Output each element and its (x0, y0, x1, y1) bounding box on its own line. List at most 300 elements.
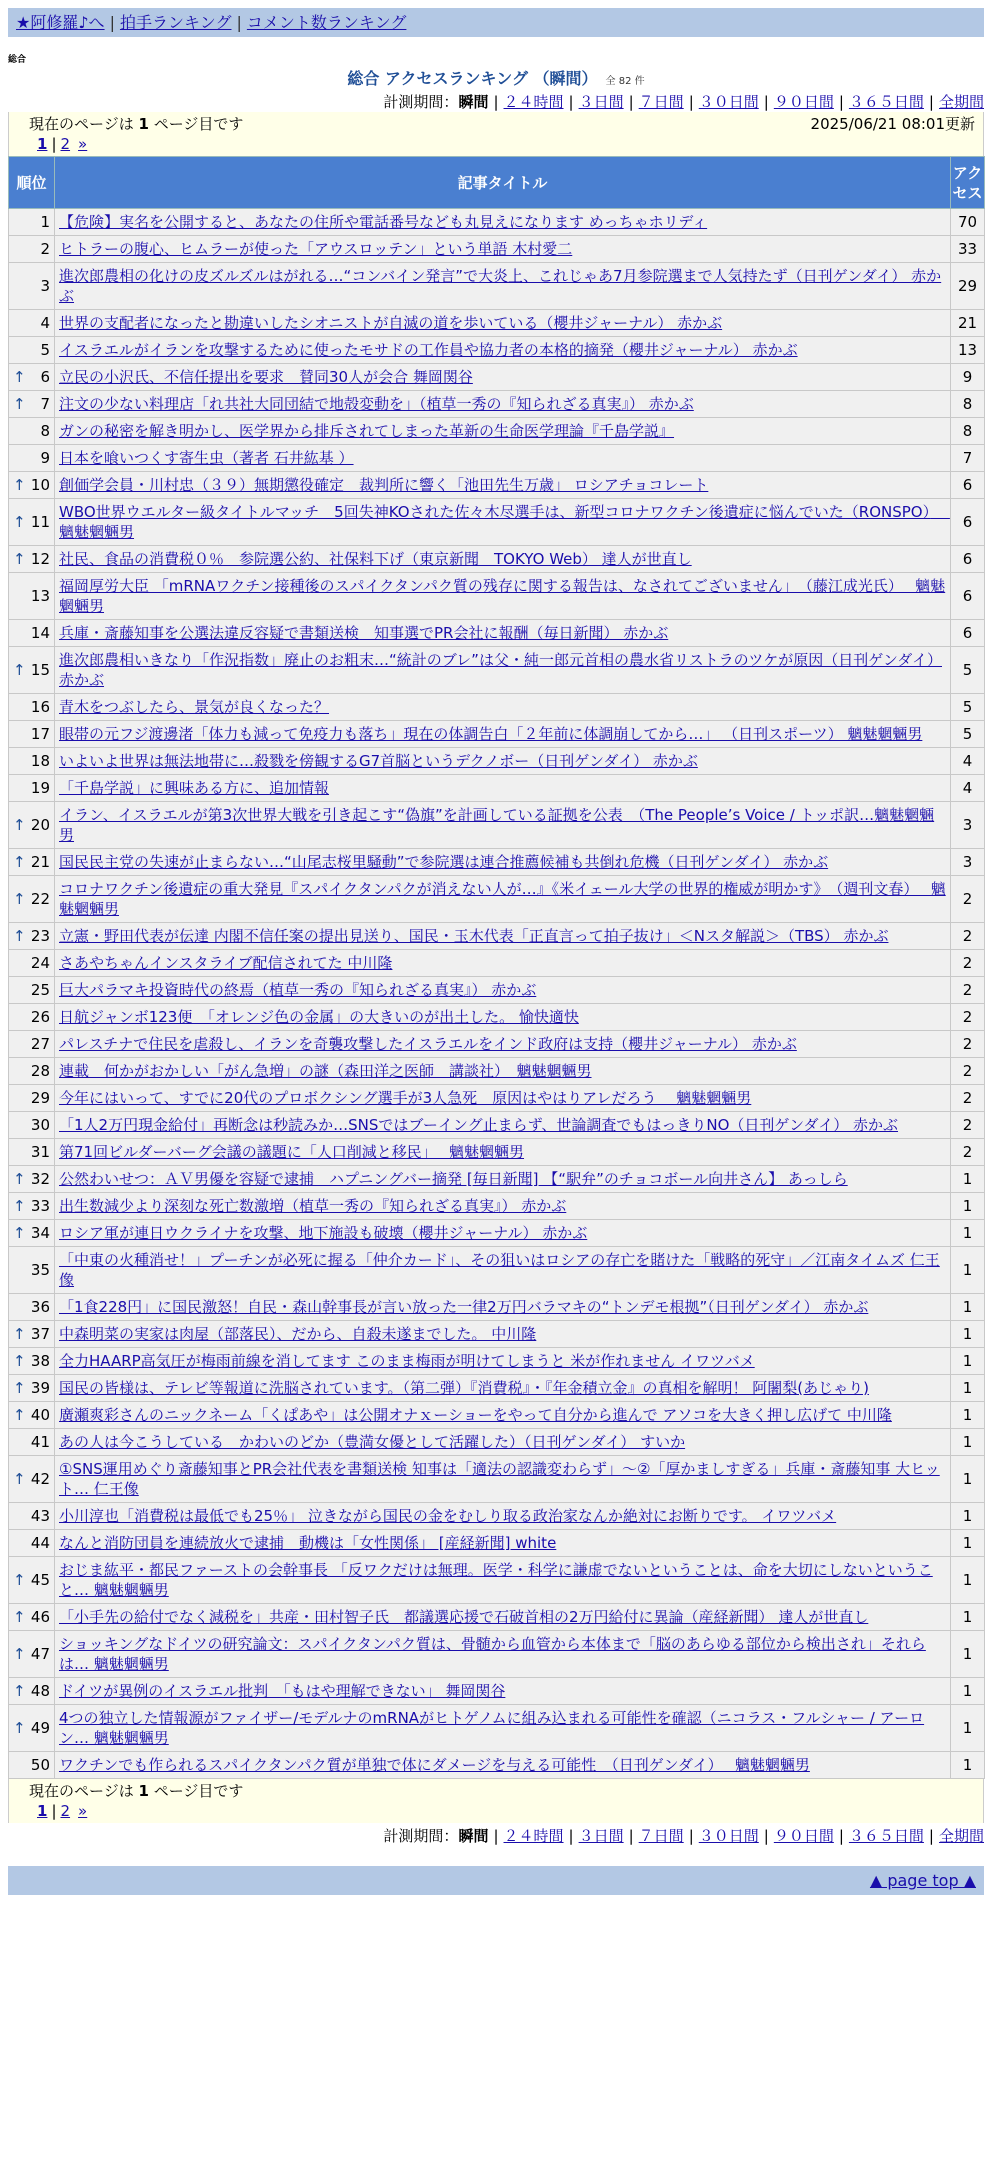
article-title-link[interactable]: 4つの独立した情報源がファイザー/モデルナのmRNAがヒトゲノムに組み込まれる可能性を確認（ニコラス・フルシャー / アーロン… 魑魅魍魎男 (59, 1709, 925, 1747)
rank-cell (9, 391, 55, 418)
rank-number: 6 (40, 368, 50, 386)
title-cell (55, 1139, 951, 1166)
article-title-link[interactable]: 青木をつぶしたら、景気が良くなった？ (59, 698, 330, 716)
rank-up-arrow-icon: ↑ (13, 853, 26, 871)
rank-cell (9, 620, 55, 647)
title-cell (55, 977, 951, 1004)
article-title-link[interactable]: パレスチナで住民を虐殺し、イランを奇襲攻撃したイスラエルをインド政府は支持（櫻井ジャーナル） 赤かぶ (59, 1035, 797, 1053)
table-row (9, 1631, 985, 1678)
pagination-bottom: 1 | 2 » (37, 1802, 88, 1820)
rank-cell (9, 950, 55, 977)
rank-cell (9, 849, 55, 876)
rank-up-arrow-icon: ↑ (13, 1719, 26, 1737)
article-title-link[interactable]: ロシア軍が連日ウクライナを攻撃、地下施設も破壊（櫻井ジャーナル） 赤かぶ (59, 1224, 588, 1242)
article-title-link[interactable]: 眼帯の元フジ渡邊渚「体力も減って免疫力も落ち」現在の体調告白「２年前に体調崩してから…」 （日刊スポーツ） 魑魅魍魎男 (59, 725, 923, 743)
title-cell (55, 1085, 951, 1112)
rank-cell (9, 546, 55, 573)
table-row (9, 1348, 985, 1375)
table-row (9, 1112, 985, 1139)
page-title (0, 69, 992, 92)
article-title-link[interactable]: いよいよ世界は無法地帯に…殺戮を傍観するG7首脳というデクノボー（日刊ゲンダイ） 赤かぶ (59, 752, 698, 770)
title-cell (55, 876, 951, 923)
article-title-link[interactable]: 兵庫・斎藤知事を公選法違反容疑で書類送検 知事選でPR会社に報酬（毎日新聞） 赤かぶ (59, 624, 669, 642)
rank-cell (9, 418, 55, 445)
title-cell (55, 1375, 951, 1402)
rank-cell (9, 1112, 55, 1139)
title-cell (55, 1321, 951, 1348)
rank-up-arrow-icon: ↑ (13, 1682, 26, 1700)
title-cell (55, 1456, 951, 1503)
rank-number: 16 (30, 698, 50, 716)
access-count: 9 (951, 364, 985, 391)
rank-cell (9, 1604, 55, 1631)
access-count: 6 (951, 620, 985, 647)
title-cell (55, 573, 951, 620)
article-title-link[interactable]: ショッキングなドイツの研究論文：スパイクタンパク質は、骨髄から血管から本体まで「脳のあらゆる部位から検出され」それらは… 魑魅魍魎男 (59, 1635, 926, 1673)
rank-cell (9, 209, 55, 236)
period-link[interactable]: 全期間 (938, 1827, 984, 1845)
rank-number: 21 (30, 853, 50, 871)
top-nav-bar (8, 8, 984, 37)
table-row (9, 620, 985, 647)
total-count: 全 82 件 (605, 76, 645, 87)
rank-number: 20 (30, 816, 50, 834)
period-separator: | (568, 93, 574, 111)
period-link[interactable]: 全期間 (938, 93, 984, 111)
access-count: 1 (951, 1503, 985, 1530)
rank-number: 39 (30, 1379, 50, 1397)
article-title-link[interactable]: 全力HAARP高気圧が梅雨前線を消してます このまま梅雨が明けてしまうと 米が作れません イワツバメ (59, 1352, 755, 1370)
article-title-link[interactable]: 注文の少ない料理店「れ共社大同団結で地殻変動を」（植草一秀の『知られざる真実』） 赤かぶ (59, 395, 694, 413)
period-separator: | (568, 1827, 574, 1845)
rank-number: 12 (30, 550, 50, 568)
title-cell (55, 1752, 951, 1779)
table-row (9, 1429, 985, 1456)
rank-number: 25 (30, 981, 50, 999)
period-link[interactable]: ３６５日間 (848, 93, 924, 111)
rank-cell (9, 1530, 55, 1557)
article-title-link[interactable]: 進次郎農相の化けの皮ズルズルはがれる…“コンバイン発言”で大炎上、これじゃあ7月参院選まで人気持たず（日刊ゲンダイ） 赤かぶ (59, 267, 942, 305)
rank-up-arrow-icon: ↑ (13, 1571, 26, 1589)
header-access: アクセス (951, 157, 985, 209)
title-cell (55, 849, 951, 876)
table-row (9, 1058, 985, 1085)
rank-number: 31 (30, 1143, 50, 1161)
article-title-link[interactable]: 公然わいせつ：ＡＶ男優を容疑で逮捕 ハプニングバー摘発 [毎日新聞] 【“駅弁”のチョコボール向井さん】 あっしら (59, 1170, 848, 1188)
title-cell (55, 721, 951, 748)
article-title-link[interactable]: 「千島学説」に興味ある方に、追加情報 (59, 779, 330, 797)
article-title-link[interactable]: 連載 何かがおかしい「がん急増」の謎（森田洋之医師 講談社） 魑魅魍魎男 (59, 1062, 592, 1080)
table-row (9, 418, 985, 445)
access-count: 1 (951, 1557, 985, 1604)
access-count: 1 (951, 1631, 985, 1678)
title-cell (55, 418, 951, 445)
article-title-link[interactable]: ワクチンでも作られるスパイクタンパク質が単独で体にダメージを与える可能性 （日刊ゲンダイ） 魑魅魍魎男 (59, 1756, 810, 1774)
rank-cell (9, 1085, 55, 1112)
table-row (9, 1166, 985, 1193)
table-row (9, 802, 985, 849)
rank-number: 38 (30, 1352, 50, 1370)
article-title-link[interactable]: さあやちゃんインスタライブ配信されてた 中川隆 (59, 954, 393, 972)
article-title-link[interactable]: ①SNS運用めぐり斎藤知事とPR会社代表を書類送検 知事は「適法の認識変わらず」～②「厚かましすぎる」兵庫・斎藤知事 大ヒット… 仁王像 (59, 1460, 940, 1498)
rank-number: 17 (30, 725, 50, 743)
article-title-link[interactable]: 廣瀬爽彩さんのニックネーム「くぱあや」は公開オナｘーショーをやって自分から進んで アソコを大きく押し広げて 中川隆 (59, 1406, 892, 1424)
access-count: 8 (951, 391, 985, 418)
article-title-link[interactable]: 出生数減少より深刻な死亡数激増（植草一秀の『知られざる真実』） 赤かぶ (59, 1197, 567, 1215)
title-cell (55, 1031, 951, 1058)
title-cell (55, 1678, 951, 1705)
next-page-link[interactable]: » (78, 1802, 88, 1820)
period-link[interactable]: ９０日間 (773, 1827, 834, 1845)
rank-number: 22 (30, 890, 50, 908)
title-cell (55, 748, 951, 775)
rank-cell (9, 1058, 55, 1085)
table-row (9, 647, 985, 694)
title-cell (55, 236, 951, 263)
access-count: 2 (951, 1058, 985, 1085)
article-title-link[interactable]: ドイツが異例のイスラエル批判 「もはや理解できない」 舞岡関谷 (59, 1682, 506, 1700)
period-current: 瞬間 (458, 1827, 489, 1845)
table-row (9, 1085, 985, 1112)
period-link[interactable]: ３０日間 (698, 93, 759, 111)
rank-number: 40 (30, 1406, 50, 1424)
title-cell (55, 950, 951, 977)
article-title-link[interactable]: ヒトラーの腹心、ヒムラーが使った「アウスロッテン」という単語 木村愛二 (59, 240, 573, 258)
title-cell (55, 472, 951, 499)
rank-up-arrow-icon: ↑ (13, 1470, 26, 1488)
rank-cell (9, 1503, 55, 1530)
table-row (9, 499, 985, 546)
rank-number: 45 (30, 1571, 50, 1589)
rank-number: 43 (30, 1507, 50, 1525)
rank-number: 36 (30, 1298, 50, 1316)
title-cell (55, 1503, 951, 1530)
table-row (9, 573, 985, 620)
rank-cell (9, 1375, 55, 1402)
access-count: 70 (951, 209, 985, 236)
title-cell (55, 209, 951, 236)
rank-number: 41 (30, 1433, 50, 1451)
title-cell (55, 337, 951, 364)
article-title-link[interactable]: 巨大パラマキ投資時代の終焉（植草一秀の『知られざる真実』） 赤かぶ (59, 981, 537, 999)
table-row (9, 1752, 985, 1779)
article-title-link[interactable]: WBO世界ウエルター級タイトルマッチ 5回失神KOされた佐々木尽選手は、新型コロナワクチン後遺症に悩んでいた（RONSPO） 魑魅魍魎男 (59, 503, 950, 541)
rank-number: 29 (30, 1089, 50, 1107)
access-count: 2 (951, 1139, 985, 1166)
article-title-link[interactable]: 「中東の火種消せ！」プーチンが必死に握る「仲介カード」、その狙いはロシアの存亡を賭けた「戦略的死守」／江南タイムズ 仁王像 (59, 1251, 940, 1289)
rank-number: 26 (30, 1008, 50, 1026)
title-cell (55, 263, 951, 310)
article-title-link[interactable]: 世界の支配者になったと勘違いしたシオニストが自滅の道を歩いている（櫻井ジャーナル） 赤かぶ (59, 314, 723, 332)
rank-cell (9, 923, 55, 950)
rank-number: 48 (30, 1682, 50, 1700)
rank-up-arrow-icon: ↑ (13, 1645, 26, 1663)
period-link[interactable]: ２４時間 (503, 1827, 564, 1845)
article-title-link[interactable]: 小川淳也「消費税は最低でも25％」 泣きながら国民の金をむしり取る政治家なんか絶対にお断りです。 イワツバメ (59, 1507, 837, 1525)
article-title-link[interactable]: 第71回ビルダーバーグ会議の議題に「人口削減と移民」 魑魅魍魎男 (59, 1143, 525, 1161)
period-separator: | (688, 1827, 694, 1845)
rank-number: 8 (40, 422, 50, 440)
rank-cell (9, 977, 55, 1004)
rank-cell (9, 1348, 55, 1375)
title-cell (55, 1247, 951, 1294)
access-count: 4 (951, 748, 985, 775)
period-link[interactable]: ３６５日間 (848, 1827, 924, 1845)
article-title-link[interactable]: 福岡厚労大臣 「mRNAワクチン接種後のスパイクタンパク質の残存に関する報告は、なされてございません」 （藤江成光氏） 魑魅魍魎男 (59, 577, 946, 615)
rank-number: 28 (30, 1062, 50, 1080)
article-title-link[interactable]: 日航ジャンボ123便 「オレンジ色の金属」の大きいのが出土した。 愉快適快 (59, 1008, 579, 1026)
table-row (9, 1139, 985, 1166)
table-row (9, 310, 985, 337)
article-title-link[interactable]: 国民の皆様は、テレビ等報道に洗脳されています。（第二弾）『消費税』・『年金積立金』の真相を解明！ 阿闍梨(あじゃり) (59, 1379, 869, 1397)
access-count: 1 (951, 1375, 985, 1402)
access-count: 6 (951, 546, 985, 573)
current-page-text: 現在のページは 1 ページ目です (29, 1782, 244, 1800)
rank-up-arrow-icon: ↑ (13, 1352, 26, 1370)
rank-number: 14 (30, 624, 50, 642)
rank-cell (9, 364, 55, 391)
title-cell (55, 546, 951, 573)
access-count: 3 (951, 849, 985, 876)
access-count: 6 (951, 573, 985, 620)
page-link-current[interactable]: 1 (37, 1802, 48, 1820)
article-title-link[interactable]: 今年にはいって、すでに20代のプロボクシング選手が3人急死 原因はやはりアレだろう 魑魅魍魎男 (59, 1089, 752, 1107)
rank-up-arrow-icon: ↑ (13, 476, 26, 494)
table-row (9, 849, 985, 876)
access-count: 2 (951, 1085, 985, 1112)
rank-cell (9, 1247, 55, 1294)
rank-up-arrow-icon: ↑ (13, 890, 26, 908)
access-count: 1 (951, 1402, 985, 1429)
rank-number: 18 (30, 752, 50, 770)
article-title-link[interactable]: 進次郎農相いきなり「作況指数」廃止のお粗末…“統計のブレ”は父・純一郎元首相の農水省リストラのツケが原因（日刊ゲンダイ） 赤かぶ (59, 651, 942, 689)
title-cell (55, 499, 951, 546)
article-title-link[interactable]: 日本を喰いつくす寄生虫（著者 石井紘基 ） (59, 449, 354, 467)
access-count: 7 (951, 445, 985, 472)
title-cell (55, 1705, 951, 1752)
article-title-link[interactable]: 創価学会員・川村忠（３９）無期懲役確定 裁判所に響く「池田先生万歳」 ロシアチョコレート (59, 476, 709, 494)
rank-cell (9, 310, 55, 337)
period-selector-top (0, 92, 992, 112)
rank-cell (9, 1402, 55, 1429)
table-header-row (9, 157, 985, 209)
rank-up-arrow-icon: ↑ (13, 395, 26, 413)
rank-cell (9, 775, 55, 802)
rank-up-arrow-icon: ↑ (13, 1224, 26, 1242)
rank-number: 15 (30, 661, 50, 679)
rank-number: 19 (30, 779, 50, 797)
next-page-link[interactable]: » (78, 135, 88, 153)
rank-number: 46 (30, 1608, 50, 1626)
rank-number: 47 (30, 1645, 50, 1663)
title-cell (55, 694, 951, 721)
rank-number: 30 (30, 1116, 50, 1134)
access-count: 1 (951, 1166, 985, 1193)
period-separator: | (838, 1827, 844, 1845)
access-count: 2 (951, 1004, 985, 1031)
ranking-table (8, 156, 985, 1779)
table-row (9, 209, 985, 236)
access-count: 1 (951, 1752, 985, 1779)
table-row (9, 721, 985, 748)
title-cell (55, 1058, 951, 1085)
rank-up-arrow-icon: ↑ (13, 1325, 26, 1343)
header-title: 記事タイトル (55, 157, 951, 209)
article-title-link[interactable]: 社民、食品の消費税０％ 参院選公約、社保料下げ（東京新聞 TOKYO Web） 達人が世直し (59, 550, 692, 568)
rank-up-arrow-icon: ↑ (13, 661, 26, 679)
access-count: 1 (951, 1705, 985, 1752)
nav-separator: | (109, 13, 115, 32)
period-link[interactable]: ３日間 (578, 1827, 624, 1845)
period-link[interactable]: ３日間 (578, 93, 624, 111)
page-top-link[interactable]: ▲ page top ▲ (869, 1871, 976, 1890)
table-row (9, 1031, 985, 1058)
rank-number: 34 (30, 1224, 50, 1242)
rank-cell (9, 1631, 55, 1678)
bottom-bar (8, 1866, 984, 1895)
article-title-link[interactable]: 「小手先の給付でなく減税を」共産・田村智子氏 都議選応援で石破首相の2万円給付に異論（産経新聞） 達人が世直し (59, 1608, 869, 1626)
title-cell (55, 775, 951, 802)
rank-number: 24 (30, 954, 50, 972)
period-separator: | (763, 93, 769, 111)
article-title-link[interactable]: イラン、イスラエルが第3次世界大戦を引き起こす“偽旗”を計画している証拠を公表 （The People’s Voice / トッポ訳…魑魅魍魎男 (59, 806, 935, 844)
title-cell (55, 364, 951, 391)
rank-number: 27 (30, 1035, 50, 1053)
rank-number: 32 (30, 1170, 50, 1188)
rank-number: 10 (30, 476, 50, 494)
table-row (9, 694, 985, 721)
article-title-link[interactable]: 「1人2万円現金給付」再断念は秒読みか…SNSではブーイング止まらず、世論調査でもはっきりNO（日刊ゲンダイ） 赤かぶ (59, 1116, 899, 1134)
rank-up-arrow-icon: ↑ (13, 1170, 26, 1188)
comment-ranking-link[interactable]: コメント数ランキング (246, 13, 407, 32)
title-cell (55, 1112, 951, 1139)
rank-number: 33 (30, 1197, 50, 1215)
rank-number: 4 (40, 314, 50, 332)
title-cell (55, 391, 951, 418)
table-row (9, 546, 985, 573)
rank-cell (9, 647, 55, 694)
rank-number: 35 (30, 1261, 50, 1279)
period-link[interactable]: ７日間 (638, 1827, 684, 1845)
article-title-link[interactable]: 立憲・野田代表が伝達 内閣不信任案の提出見送り、国民・玉木代表「正直言って拍子抜け」＜Nスタ解説＞（TBS） 赤かぶ (59, 927, 889, 945)
article-title-link[interactable]: コロナワクチン後遺症の重大発見『スパイクタンパクが消えない人が…』《米イェール大学の世界的権威が明かす》 （週刊文春） 魑魅魍魎男 (59, 880, 946, 918)
rank-cell (9, 694, 55, 721)
table-row (9, 1503, 985, 1530)
period-separator: | (493, 93, 499, 111)
rank-cell (9, 1031, 55, 1058)
article-title-link[interactable]: 立民の小沢氏、不信任提出を要求 賛同30人が会合 舞岡関谷 (59, 368, 473, 386)
rank-number: 49 (30, 1719, 50, 1737)
title-cell (55, 1220, 951, 1247)
article-title-link[interactable]: 「1食228円」に国民激怒！自民・森山幹事長が言い放った一律2万円バラマキの“トンデモ根拠”（日刊ゲンダイ） 赤かぶ (59, 1298, 869, 1316)
access-count: 2 (951, 923, 985, 950)
access-count: 2 (951, 977, 985, 1004)
table-row (9, 1456, 985, 1503)
table-row (9, 1530, 985, 1557)
table-row (9, 445, 985, 472)
access-count: 3 (951, 802, 985, 849)
period-link[interactable]: ３０日間 (698, 1827, 759, 1845)
period-separator: | (838, 93, 844, 111)
article-title-link[interactable]: 中森明菜の実家は肉屋（部落民）、だから、自殺未遂までした。 中川隆 (59, 1325, 537, 1343)
rank-cell (9, 1166, 55, 1193)
article-title-link[interactable]: あの人は今こうしている かわいのどか（豊満女優として活躍した）（日刊ゲンダイ） すいか (59, 1433, 686, 1451)
page-link-2[interactable]: 2 (60, 135, 71, 153)
access-count: 1 (951, 1321, 985, 1348)
title-cell (55, 923, 951, 950)
article-title-link[interactable]: ガンの秘密を解き明かし、医学界から排斥されてしまった革新の生命医学理論『千島学説』 (59, 422, 675, 440)
table-row (9, 364, 985, 391)
page-link-2[interactable]: 2 (60, 1802, 71, 1820)
access-count: 2 (951, 950, 985, 977)
title-cell (55, 647, 951, 694)
home-link[interactable]: ★阿修羅♪へ (16, 13, 105, 32)
rank-number: 42 (30, 1470, 50, 1488)
period-link[interactable]: ９０日間 (773, 93, 834, 111)
title-cell (55, 1166, 951, 1193)
title-cell (55, 1004, 951, 1031)
header-rank: 順位 (9, 157, 55, 209)
rank-cell (9, 236, 55, 263)
access-count: 4 (951, 775, 985, 802)
access-count: 6 (951, 499, 985, 546)
title-cell (55, 802, 951, 849)
clap-ranking-link[interactable]: 拍手ランキング (119, 13, 232, 32)
access-count: 1 (951, 1348, 985, 1375)
table-row (9, 337, 985, 364)
rank-number: 2 (40, 240, 50, 258)
title-cell (55, 1294, 951, 1321)
rank-up-arrow-icon: ↑ (13, 927, 26, 945)
rank-cell (9, 876, 55, 923)
table-row (9, 263, 985, 310)
table-row (9, 1557, 985, 1604)
rank-cell (9, 1752, 55, 1779)
article-title-link[interactable]: おじま紘平・都民ファーストの会幹事長 「反ワクだけは無理。医学・科学に謙虚でないということは、命を大切にしないということ… 魑魅魍魎男 (59, 1561, 933, 1599)
period-link[interactable]: ２４時間 (503, 93, 564, 111)
article-title-link[interactable]: 国民民主党の失速が止まらない…“山尾志桜里騒動”で参院選は連合推薦候補も共倒れ危機（日刊ゲンダイ） 赤かぶ (59, 853, 829, 871)
rank-cell (9, 499, 55, 546)
article-title-link[interactable]: なんと消防団員を連続放火で逮捕 動機は「女性関係」 [産経新聞] white (59, 1534, 557, 1552)
rank-cell (9, 337, 55, 364)
rank-number: 5 (40, 341, 50, 359)
title-cell (55, 620, 951, 647)
article-title-link[interactable]: イスラエルがイランを攻撃するために使ったモサドの工作員や協力者の本格的摘発（櫻井ジャーナル） 赤かぶ (59, 341, 798, 359)
period-link[interactable]: ７日間 (638, 93, 684, 111)
access-count: 8 (951, 418, 985, 445)
access-count: 5 (951, 694, 985, 721)
rank-cell (9, 1193, 55, 1220)
title-cell (55, 445, 951, 472)
period-separator: | (928, 93, 934, 111)
period-separator: | (628, 1827, 634, 1845)
rank-number: 44 (30, 1534, 50, 1552)
rank-number: 3 (40, 277, 50, 295)
current-page-text: 現在のページは 1 ページ目です (29, 115, 244, 133)
table-row (9, 1193, 985, 1220)
page-link-current[interactable]: 1 (37, 135, 48, 153)
rank-cell (9, 1294, 55, 1321)
period-separator: | (688, 93, 694, 111)
rank-cell (9, 802, 55, 849)
article-title-link[interactable]: 【危険】実名を公開すると、あなたの住所や電話番号なども丸見えになります めっちゃホリディ (59, 213, 708, 231)
rank-up-arrow-icon: ↑ (13, 1379, 26, 1397)
period-separator: | (493, 1827, 499, 1845)
access-count: 1 (951, 1193, 985, 1220)
page-info-bottom (8, 1779, 984, 1823)
rank-up-arrow-icon: ↑ (13, 1197, 26, 1215)
rank-number: 37 (30, 1325, 50, 1343)
